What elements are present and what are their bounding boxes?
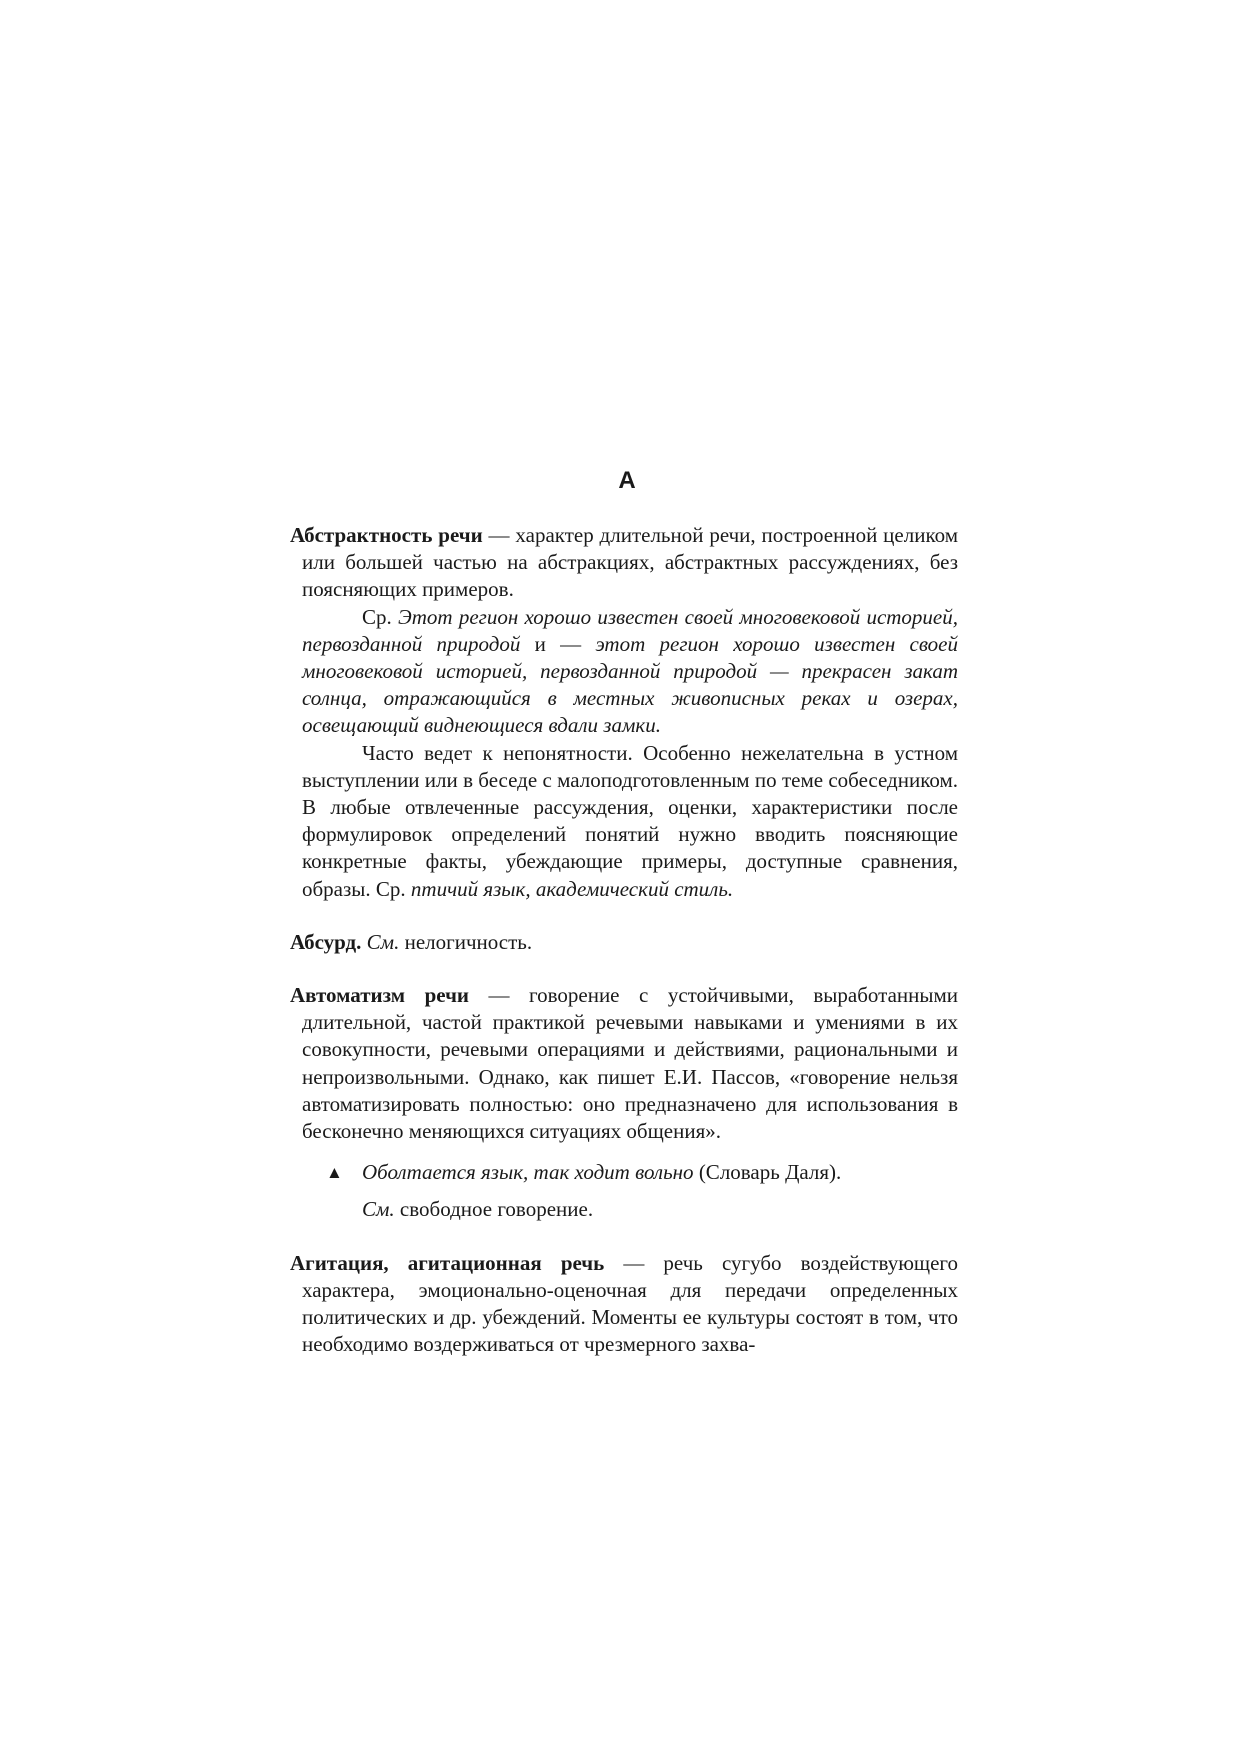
cf-and: и —	[520, 631, 596, 656]
cf-prefix: Ср.	[362, 604, 398, 629]
entry-agitation	[290, 1250, 958, 1359]
entry-definition: — характер длительной речи, построенной целиком или большей частью на абстракциях, абстрактных рассуждениях, без поясняющих примеров.	[302, 523, 958, 602]
entry-term: Абсурд.	[290, 929, 362, 954]
see-target: нелогичность.	[399, 929, 533, 954]
entry-automatism	[290, 982, 958, 1145]
note-refs: птичий язык, академический стиль.	[410, 876, 734, 901]
see-target: свободное говорение.	[394, 1197, 594, 1222]
entry-automatism-see	[290, 1196, 958, 1223]
entry-definition: — говорение с устойчивыми, выработанными длительной, частой практикой речевыми навыками и умениями в их совокупности, речевыми операциями и действиями, рациональными и непроизвольными. Однако, как пишет Е.И. Пассов, «говорение нельзя автоматизировать полностью: оно предназначено для использования в бесконечно меняющихся ситуациях общения».	[302, 983, 959, 1144]
entry-abstract-cf	[290, 604, 958, 740]
example-source: (Словарь Даля).	[693, 1160, 842, 1185]
entry-term: Абстрактность речи	[290, 523, 483, 547]
cf-example-2: этот регион хорошо известен своей многовековой историей, первозданной природой — прекрасен закат солнца, отражающийся в местных живописных реках и озерах, освещающий виднеющиеся вдали замки.	[302, 631, 958, 738]
entry-automatism-example	[290, 1159, 958, 1186]
entry-definition: — речь сугубо воздействующего характера, эмоционально-оценочная для передачи определенных политических и др. убеждений. Моменты ее культуры состоят в том, что необходимо воздерживаться от чрезмерного захва-	[302, 1250, 958, 1357]
cf-example-1: Этот регион хорошо известен своей многовековой историей, первозданной природой	[302, 604, 958, 656]
see-label: См.	[362, 1197, 395, 1222]
entry-term: Автоматизм речи	[290, 983, 470, 1008]
entry-spacer	[290, 1224, 958, 1250]
see-label: См.	[361, 929, 400, 954]
triangle-marker-icon: ▲	[326, 1163, 343, 1183]
entry-term: Агитация, агитационная речь	[290, 1250, 605, 1275]
dictionary-page	[290, 466, 958, 1358]
example-quote: Оболтается язык, так ходит вольно	[362, 1160, 694, 1185]
entry-spacer	[290, 956, 958, 982]
entry-absurd	[290, 929, 958, 956]
entry-abstract-note	[290, 740, 958, 903]
entry-spacer	[290, 903, 958, 929]
note-text: Часто ведет к непонятности. Особенно нежелательна в устном выступлении или в беседе с малоподготовленным по теме собеседником. В любые отвлеченные рассуждения, оценки, характеристики после формулировок определений понятий нужно вводить поясняющие конкретные факты, убеждающие примеры, доступные сравнения, образы. Ср.	[302, 740, 958, 901]
entry-abstract	[290, 522, 958, 604]
section-letter-heading: А	[618, 467, 636, 494]
